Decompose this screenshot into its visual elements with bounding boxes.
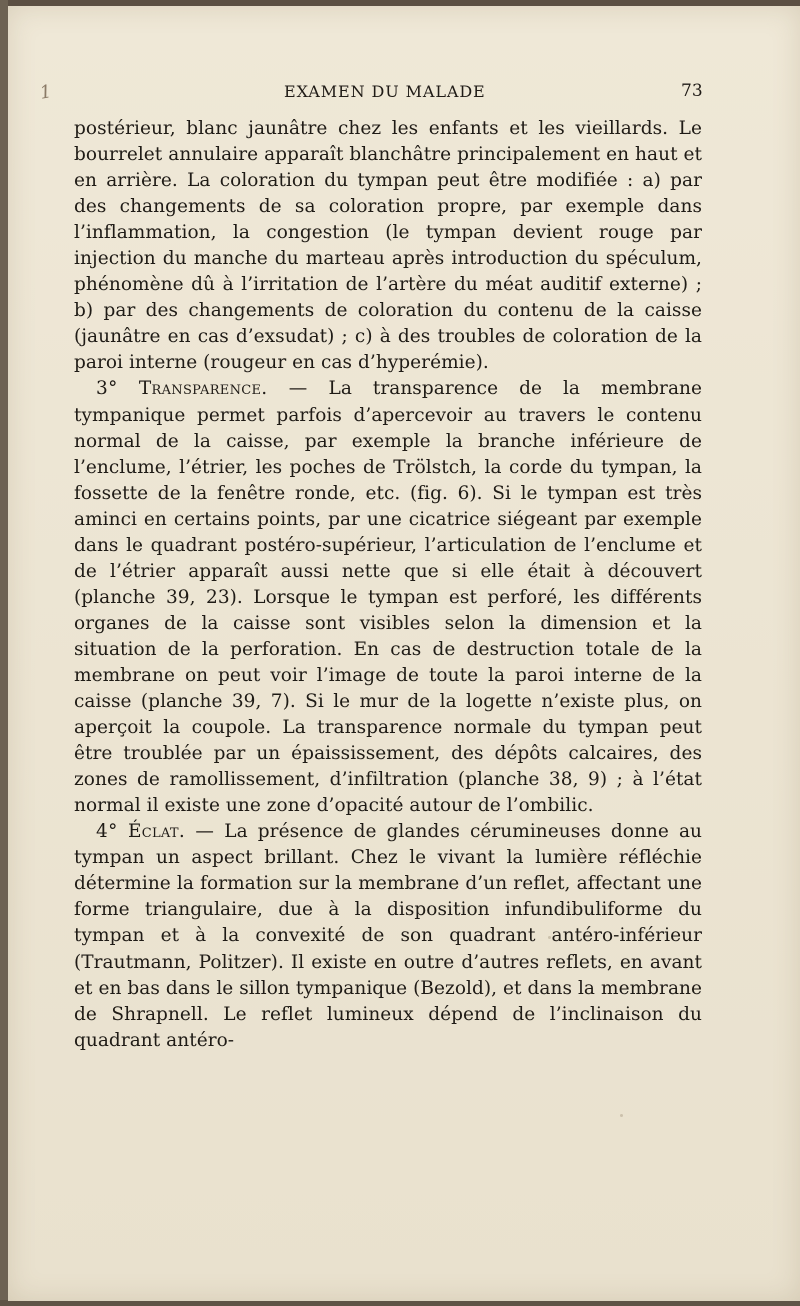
paragraph-coloration: postérieur, blanc jaunâtre chez les enfants et les vieillards. Le bourrelet annulaire apparaît blanchâtre principalement en haut et en arrière. La coloration du tympan peut être modifiée : a) par des changements de sa coloration propre, par exemple dans l’inflammation, la congestion (le tympan devient rouge par injection du manche du marteau après introduction du spéculum, phénomène dû à l’irritation de l’artère du méat auditif externe) ; b) par des changements de coloration du contenu de la caisse (jaunâtre en cas d’exsudat) ; c) à des troubles de coloration de la paroi interne (rougeur en cas d’hyperémie). [74, 118, 702, 374]
running-title: EXAMEN DU MALADE [284, 82, 486, 101]
page-number: 73 [681, 81, 703, 101]
scan-left-edge [0, 0, 8, 1306]
paragraph-eclat [74, 819, 702, 1053]
paragraph-eclat-text: La présence de glandes cérumineuses donne au tympan un aspect brillant. Chez le vivant la lumière réfléchie détermine la formation sur la membrane d’un reflet, affectant une forme triangulaire, due à la disposition infundibuliforme du tympan et à la convexité de son quadrant antéro-inférieur (Trautmann, Politzer). Il existe en outre d’autres reflets, en avant et en bas dans le sillon tympanique (Bezold), et dans la membrane de Shrapnell. Le reflet lumineux dépend de l’inclinaison du quadrant antéro- [74, 821, 703, 1051]
margin-pencil-mark: 1 [38, 81, 54, 104]
section-heading-eclat: 4° Éclat. — [96, 821, 215, 843]
paper-speck [620, 1114, 623, 1117]
paragraph-transparence-text: La transparence de la membrane tympanique permet parfois d’apercevoir au travers le contenu normal de la caisse, par exemple la branche inférieure de l’enclume, l’étrier, les poches de Trölstch, la corde du tympan, la fossette de la fenêtre ronde, etc. (fig. 6). Si le tympan est très aminci en certains points, par une cicatrice siégeant par exemple dans le quadrant postéro-supérieur, l’articulation de l’enclume et de l’étrier apparaît aussi nette que si elle était à découvert (planche 39, 23). Lorsque le tympan est perforé, les différents organes de la caisse sont visibles selon la dimension et la situation de la perforation. En cas de destruction totale de la membrane on peut voir l’image de toute la paroi interne de la caisse (planche 39, 7). Si le mur de la logette n’existe plus, on aperçoit la coupole. La transparence normale du tympan peut être troublée par un épaississement, des dépôts calcaires, des zones de ramollissement, d’infiltration (planche 38, 9) ; à l’état normal il existe une zone d’opacité autour de l’ombilic. [74, 378, 702, 817]
paragraph-transparence [74, 376, 702, 819]
body-text [74, 116, 702, 1054]
section-heading-transparence: 3° Transparence. — [96, 378, 308, 400]
